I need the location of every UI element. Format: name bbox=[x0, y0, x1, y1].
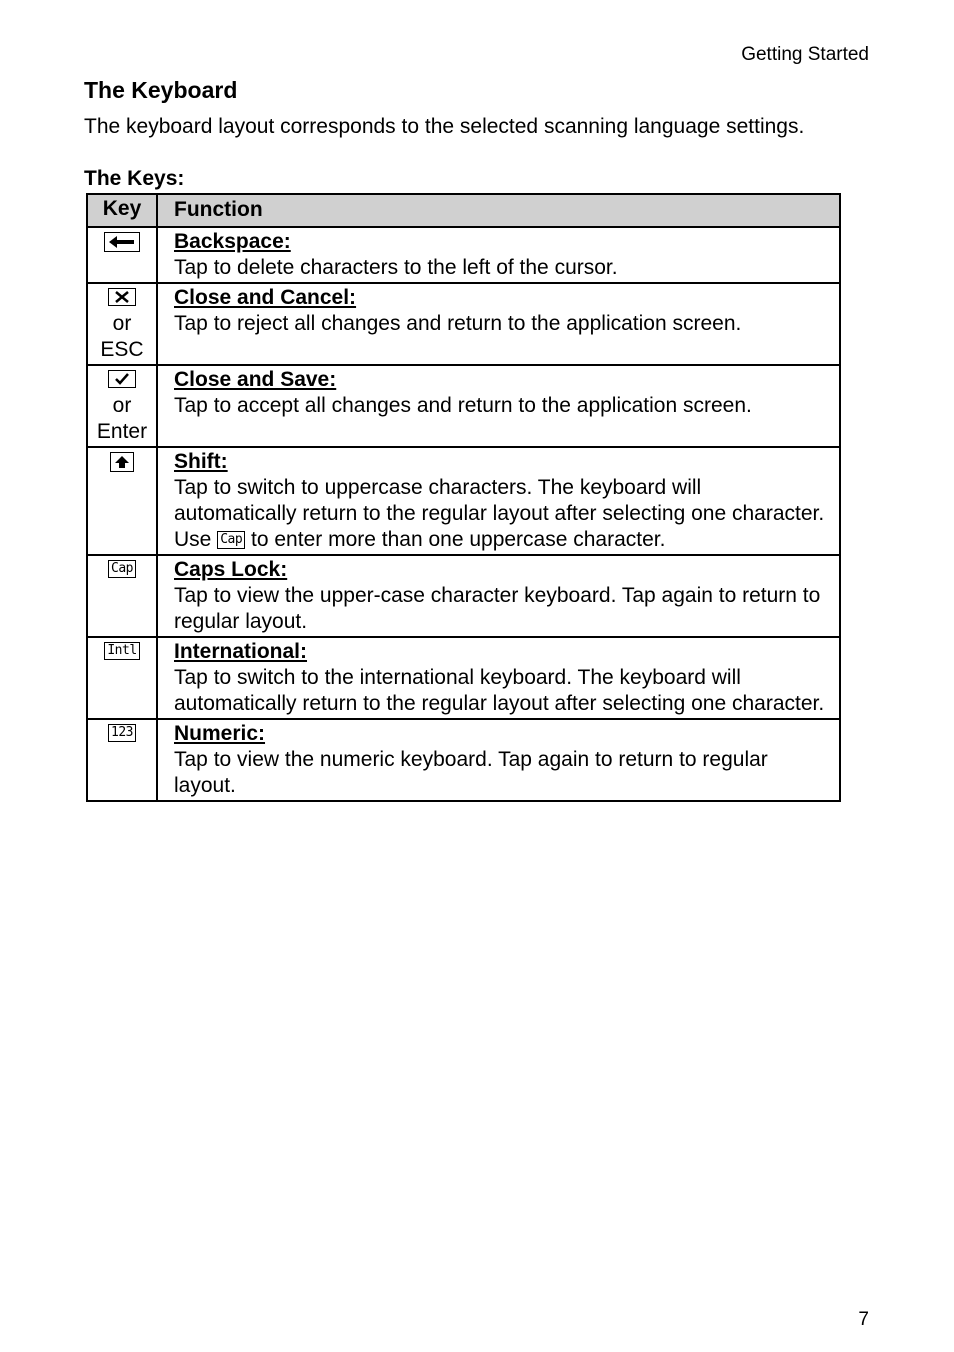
key-cell bbox=[87, 719, 157, 801]
function-description: Tap to reject all changes and return to the application screen. bbox=[174, 312, 742, 335]
function-name: International: bbox=[174, 640, 308, 663]
table-header-row bbox=[87, 194, 840, 227]
key-cell bbox=[87, 365, 157, 447]
function-description: Tap to delete characters to the left of the cursor. bbox=[174, 256, 618, 279]
numeric-icon: 123 bbox=[108, 724, 136, 742]
function-cell bbox=[157, 447, 840, 555]
table-row bbox=[87, 283, 840, 365]
function-name: Backspace: bbox=[174, 230, 291, 253]
key-cell bbox=[87, 447, 157, 555]
keys-table bbox=[86, 193, 841, 802]
function-name: Close and Save: bbox=[174, 368, 337, 391]
shift-icon bbox=[110, 452, 134, 472]
function-cell bbox=[157, 227, 840, 283]
table-row bbox=[87, 555, 840, 637]
function-cell bbox=[157, 283, 840, 365]
caps-lock-inline-icon: Cap bbox=[217, 531, 245, 549]
running-header: Getting Started bbox=[741, 44, 869, 65]
function-description-part2: to enter more than one uppercase character. bbox=[251, 528, 666, 551]
key-cell bbox=[87, 283, 157, 365]
table-row bbox=[87, 365, 840, 447]
function-name: Numeric: bbox=[174, 722, 266, 745]
key-alt-esc: ESC bbox=[100, 338, 144, 361]
international-icon: Intl bbox=[104, 642, 139, 660]
table-row bbox=[87, 447, 840, 555]
key-cell bbox=[87, 637, 157, 719]
function-description: Tap to switch to the international keyboard. The keyboard will automatically return to the regular layout after selecting one character. bbox=[174, 666, 825, 715]
key-cell bbox=[87, 227, 157, 283]
key-alt-or: or bbox=[112, 312, 132, 335]
function-description: Tap to view the numeric keyboard. Tap again to return to regular layout. bbox=[174, 748, 768, 797]
table-row bbox=[87, 637, 840, 719]
column-header-key: Key bbox=[87, 194, 157, 227]
function-cell bbox=[157, 637, 840, 719]
function-cell bbox=[157, 555, 840, 637]
key-cell bbox=[87, 555, 157, 637]
column-header-function: Function bbox=[157, 194, 840, 227]
key-alt-or: or bbox=[112, 394, 132, 417]
backspace-icon bbox=[104, 232, 140, 252]
function-description: Tap to accept all changes and return to the application screen. bbox=[174, 394, 752, 417]
function-name: Shift: bbox=[174, 450, 228, 473]
function-name: Caps Lock: bbox=[174, 558, 288, 581]
table-row bbox=[87, 719, 840, 801]
close-cancel-icon bbox=[108, 288, 136, 306]
function-cell bbox=[157, 365, 840, 447]
page-number: 7 bbox=[858, 1309, 869, 1330]
close-save-icon bbox=[108, 370, 136, 388]
caps-lock-icon: Cap bbox=[108, 560, 136, 578]
function-cell bbox=[157, 719, 840, 801]
table-row bbox=[87, 227, 840, 283]
section-title: The Keyboard bbox=[84, 77, 238, 103]
function-name: Close and Cancel: bbox=[174, 286, 357, 309]
key-alt-enter: Enter bbox=[96, 420, 148, 443]
intro-paragraph: The keyboard layout corresponds to the selected scanning language settings. bbox=[84, 115, 805, 138]
function-description: Tap to view the upper-case character keyboard. Tap again to return to regular layout. bbox=[174, 584, 821, 633]
function-description-part1: Tap to switch to uppercase characters. The keyboard will automatically return to the regular layout after selecting one character. Use bbox=[174, 476, 825, 551]
keys-heading: The Keys: bbox=[84, 167, 185, 190]
function-description bbox=[174, 475, 829, 553]
